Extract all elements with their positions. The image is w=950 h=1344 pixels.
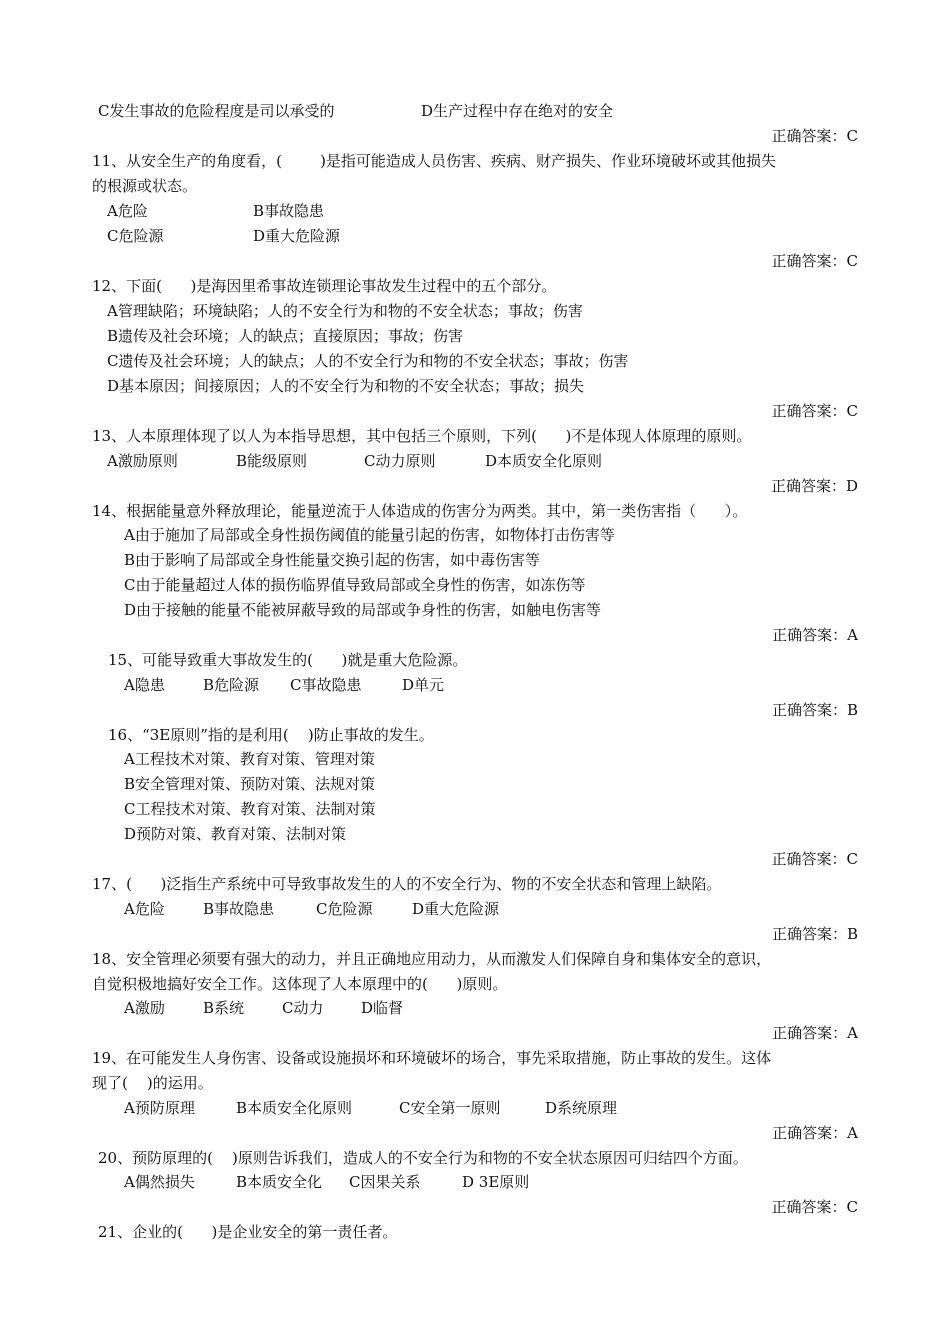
answer-value: A (847, 1024, 858, 1042)
q19-option-d: D系统原理 (545, 1099, 618, 1117)
q11-option-d: D重大危险源 (253, 227, 341, 245)
q20-stem: 20、预防原理的( )原则告诉我们，造成人的不安全行为和物的不安全状态原因可归结四个方面。 (98, 1149, 748, 1167)
q17-stem: 17、( )泛指生产系统中可导致事故发生的人的不安全行为、物的不安全状态和管理上缺陷。 (92, 875, 722, 893)
q13-option-b: B能级原则 (236, 452, 308, 470)
q18-option-c: C动力 (282, 999, 324, 1017)
answer-label: 正确答案： (772, 626, 848, 644)
q15-option-b: B危险源 (203, 676, 260, 694)
q14-answer (772, 624, 858, 646)
answer-value: D (845, 477, 858, 495)
q15-option-c: C事故隐患 (290, 676, 362, 694)
answer-label: 正确答案： (772, 1124, 848, 1142)
answer-label: 正确答案： (770, 477, 846, 495)
answer-value: C (846, 127, 858, 145)
answer-value: C (846, 1198, 858, 1216)
q15-answer (772, 699, 858, 721)
q19-option-c: C安全第一原则 (399, 1099, 501, 1117)
q10-option-d: D生产过程中存在绝对的安全 (421, 102, 614, 120)
q20-option-b: B本质安全化 (236, 1173, 323, 1191)
q19-stem-line-2: 现了( )的运用。 (92, 1074, 213, 1092)
answer-label: 正确答案： (771, 252, 847, 270)
q15-option-a: A隐患 (124, 676, 165, 694)
q16-option-b: B安全管理对策、预防对策、法规对策 (124, 775, 376, 793)
q16-option-a: A工程技术对策、教育对策、管理对策 (124, 750, 375, 768)
answer-label: 正确答案： (772, 1024, 848, 1042)
q14-option-b: B由于影响了局部或全身性能量交换引起的伤害，如中毒伤害等 (124, 551, 541, 569)
q12-stem: 12、下面( )是海因里希事故连锁理论事故发生过程中的五个部分。 (92, 277, 557, 295)
q19-answer (772, 1122, 858, 1144)
q19-option-a: A预防原理 (124, 1099, 195, 1117)
q17-option-d: D重大危险源 (412, 900, 500, 918)
answer-label: 正确答案： (771, 127, 847, 145)
answer-value: A (847, 626, 858, 644)
q18-option-a: A激励 (124, 999, 165, 1017)
answer-value: C (846, 402, 858, 420)
answer-value: C (846, 252, 858, 270)
answer-label: 正确答案： (771, 402, 847, 420)
q10-answer (772, 125, 859, 147)
q19-option-b: B本质安全化原则 (236, 1099, 353, 1117)
q11-stem-line-1: 11、从安全生产的角度看，( )是指可能造成人员伤害、疾病、财产损失、作业环境破坏或其他损失 (92, 152, 776, 170)
q12-answer (772, 400, 859, 422)
q11-option-c: C危险源 (107, 227, 164, 245)
q16-stem: 16、“3E原则”指的是利用( )防止事故的发生。 (108, 726, 434, 744)
q17-answer (772, 923, 858, 945)
answer-value: B (846, 701, 858, 719)
q11-option-b: B事故隐患 (253, 202, 325, 220)
q12-option-c: C遗传及社会环境；人的缺点；人的不安全行为和物的不安全状态；事故；伤害 (107, 352, 629, 370)
q12-option-a: A管理缺陷；环境缺陷；人的不安全行为和物的不安全状态；事故；伤害 (107, 302, 583, 320)
q18-option-b: B系统 (203, 999, 245, 1017)
q12-option-d: D基本原因；间接原因；人的不安全行为和物的不安全状态；事故；损失 (107, 377, 585, 395)
q18-stem-line-1: 18、安全管理必须要有强大的动力，并且正确地应用动力，从而激发人们保障自身和集体安全的意识， (92, 950, 772, 968)
q16-option-c: C工程技术对策、教育对策、法制对策 (124, 800, 376, 818)
q11-stem-line-2: 的根源或状态。 (92, 177, 198, 195)
q14-option-a: A由于施加了局部或全身性损伤阈值的能量引起的伤害，如物体打击伤害等 (124, 526, 615, 544)
q17-option-a: A危险 (124, 900, 165, 918)
q20-option-a: A偶然损失 (124, 1173, 195, 1191)
q15-option-d: D单元 (402, 676, 445, 694)
answer-label: 正确答案： (771, 850, 847, 868)
answer-label: 正确答案： (771, 1198, 847, 1216)
answer-label: 正确答案： (771, 701, 847, 719)
q14-option-c: C由于能量超过人体的损伤临界值导致局部或全身性的伤害，如冻伤等 (124, 576, 586, 594)
q19-stem-line-1: 19、在可能发生人身伤害、设备或设施损坏和环境破坏的场合，事先采取措施，防止事故的发生。这体 (92, 1049, 772, 1067)
q20-option-d: D 3E原则 (462, 1173, 530, 1191)
q13-stem: 13、人本原理体现了以人为本指导思想，其中包括三个原则，下列( )不是体现人体原理的原则。 (92, 427, 752, 445)
q18-option-d: D临督 (361, 999, 404, 1017)
q13-answer (771, 475, 858, 497)
q10-option-c: C发生事故的危险程度是司以承受的 (98, 102, 335, 120)
q17-option-b: B事故隐患 (203, 900, 275, 918)
answer-value: C (846, 850, 858, 868)
q20-answer (772, 1196, 859, 1218)
answer-value: A (847, 1124, 858, 1142)
q14-stem: 14、根据能量意外释放理论，能量逆流于人体造成的伤害分为两类。其中，第一类伤害指（ ）。 (92, 502, 748, 520)
q13-option-d: D本质安全化原则 (485, 452, 603, 470)
answer-value: B (846, 925, 858, 943)
answer-label: 正确答案： (771, 925, 847, 943)
q13-option-c: C动力原则 (364, 452, 436, 470)
q14-option-d: D由于接触的能量不能被屏蔽导致的局部或争身性的伤害，如触电伤害等 (124, 601, 602, 619)
q16-answer (772, 848, 859, 870)
q20-option-c: C因果关系 (349, 1173, 421, 1191)
q16-option-d: D预防对策、教育对策、法制对策 (124, 825, 347, 843)
q15-stem: 15、可能导致重大事故发生的( )就是重大危险源。 (108, 651, 468, 669)
q18-answer (772, 1022, 858, 1044)
q12-option-b: B遗传及社会环境；人的缺点；直接原因；事故；伤害 (107, 327, 464, 345)
q13-option-a: A激励原则 (107, 452, 178, 470)
q11-answer (772, 250, 859, 272)
q11-option-a: A危险 (107, 202, 148, 220)
q21-stem: 21、企业的( )是企业安全的第一责任者。 (98, 1223, 398, 1241)
q18-stem-line-2: 自觉积极地搞好安全工作。这体现了人本原理中的( )原则。 (92, 975, 508, 993)
q17-option-c: C危险源 (316, 900, 373, 918)
